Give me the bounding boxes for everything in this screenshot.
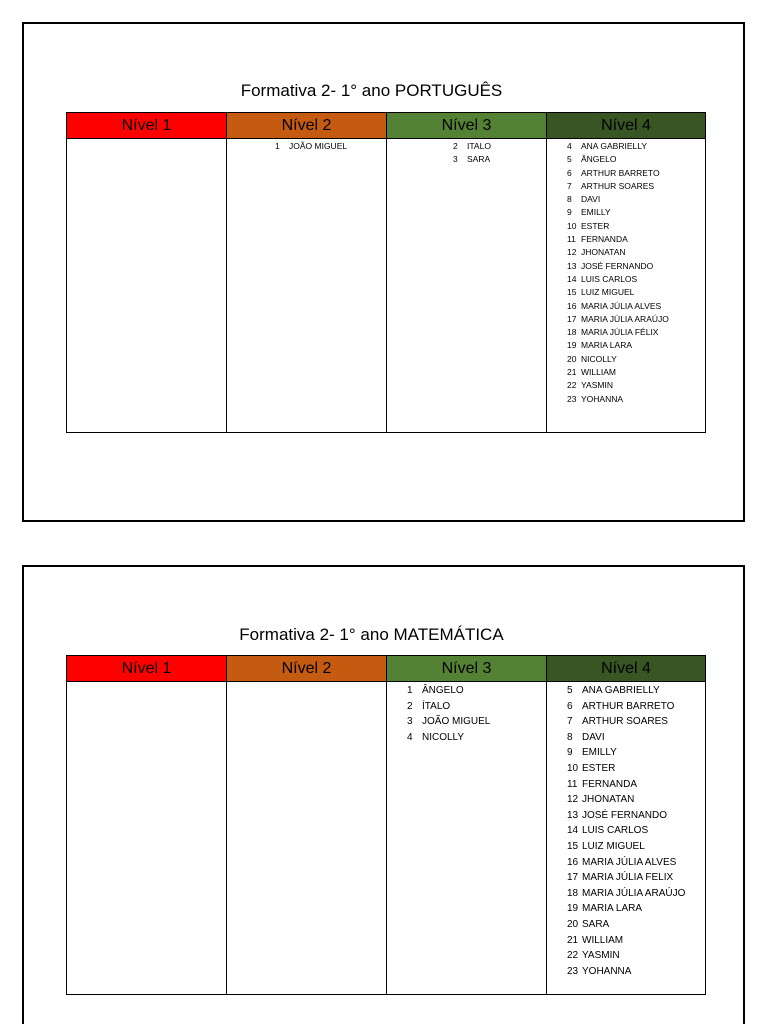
header-nivel-1: Nível 1 bbox=[67, 113, 227, 139]
student-list-item bbox=[567, 870, 685, 886]
student-name: SARA bbox=[582, 918, 610, 930]
student-number: 20 bbox=[567, 353, 577, 364]
student-name: NICOLLY bbox=[581, 353, 617, 364]
header-nivel-4: Nível 4 bbox=[547, 113, 705, 139]
slide-title: Formativa 2- 1° ano MATEMÁTICA bbox=[239, 625, 504, 644]
student-name: LUIZ MIGUEL bbox=[581, 287, 635, 298]
student-number: 17 bbox=[567, 313, 577, 324]
student-number: 12 bbox=[567, 794, 579, 806]
student-number: 15 bbox=[567, 840, 579, 852]
student-name: YASMIN bbox=[582, 950, 620, 962]
levels-table bbox=[66, 112, 706, 433]
student-list-item bbox=[567, 366, 669, 379]
student-number: 3 bbox=[407, 716, 413, 728]
student-name: ÂNGELO bbox=[581, 154, 617, 165]
student-list-item bbox=[567, 246, 669, 259]
student-number: 20 bbox=[567, 918, 579, 930]
student-number: 4 bbox=[567, 141, 572, 151]
student-name: YOHANNA bbox=[582, 965, 632, 977]
student-number: 19 bbox=[567, 340, 577, 351]
student-number: 16 bbox=[567, 300, 577, 311]
student-list-item bbox=[407, 699, 490, 715]
student-number: 9 bbox=[567, 747, 573, 759]
student-number: 9 bbox=[567, 207, 572, 218]
student-name: WILLIAM bbox=[582, 934, 624, 946]
student-list-item bbox=[567, 313, 669, 326]
student-name: MARIA JÚLIA ALVES bbox=[582, 856, 677, 868]
student-list-item bbox=[567, 379, 669, 392]
student-number: 2 bbox=[407, 700, 413, 712]
student-number: 22 bbox=[567, 950, 579, 962]
student-list-item bbox=[567, 761, 685, 777]
student-list-item bbox=[567, 948, 685, 964]
column-nivel-1 bbox=[67, 682, 227, 994]
student-name: WILLIAM bbox=[581, 367, 616, 378]
student-number: 14 bbox=[567, 273, 577, 284]
student-name: SARA bbox=[467, 154, 491, 165]
student-name: ITALO bbox=[467, 141, 491, 151]
student-number: 10 bbox=[567, 762, 579, 774]
student-number: 2 bbox=[453, 141, 458, 151]
student-list-item bbox=[407, 730, 490, 746]
student-list-item bbox=[567, 823, 685, 839]
student-name: ÍTALO bbox=[422, 700, 451, 712]
student-number: 22 bbox=[567, 380, 577, 391]
student-name: JHONATAN bbox=[582, 794, 635, 806]
student-name: DAVI bbox=[581, 194, 601, 205]
column-nivel-2 bbox=[227, 139, 387, 432]
student-number: 7 bbox=[567, 716, 573, 728]
student-number: 23 bbox=[567, 393, 577, 404]
student-list-item bbox=[567, 777, 685, 793]
header-nivel-2: Nível 2 bbox=[227, 656, 387, 682]
student-name: LUIS CARLOS bbox=[582, 825, 649, 837]
header-nivel-3: Nível 3 bbox=[387, 113, 547, 139]
student-number: 23 bbox=[567, 965, 579, 977]
student-number: 18 bbox=[567, 327, 577, 338]
student-list-item bbox=[567, 699, 685, 715]
student-list-item bbox=[275, 140, 347, 153]
student-list-item bbox=[567, 683, 685, 699]
student-name: NICOLLY bbox=[422, 731, 465, 743]
levels-table bbox=[66, 655, 706, 995]
student-name: MARIA JÚLIA ARAÚJO bbox=[582, 887, 686, 899]
student-list-item bbox=[567, 206, 669, 219]
student-name: MARIA JÚLIA FELIX bbox=[582, 872, 674, 884]
student-list-item bbox=[567, 180, 669, 193]
student-name: JOÃO MIGUEL bbox=[422, 716, 491, 728]
slide-matematica bbox=[22, 565, 745, 1024]
slide-title: Formativa 2- 1° ano PORTUGUÊS bbox=[240, 81, 503, 100]
student-list-item bbox=[567, 839, 685, 855]
student-name: EMILLY bbox=[581, 207, 611, 218]
student-number: 13 bbox=[567, 260, 577, 271]
student-list-item bbox=[567, 233, 669, 246]
student-list-item bbox=[567, 260, 669, 273]
student-name: DAVI bbox=[582, 731, 605, 743]
student-number: 12 bbox=[567, 247, 577, 258]
student-list-item bbox=[567, 300, 669, 313]
student-list-item bbox=[567, 745, 685, 761]
student-name: JOSÉ FERNANDO bbox=[581, 260, 654, 271]
student-list-item bbox=[567, 792, 685, 808]
student-number: 6 bbox=[567, 700, 573, 712]
student-number: 13 bbox=[567, 809, 579, 821]
student-list-item bbox=[567, 933, 685, 949]
student-name: MARIA JÚLIA ALVES bbox=[581, 300, 662, 311]
student-list-item bbox=[567, 964, 685, 980]
student-list-item bbox=[567, 220, 669, 233]
student-number: 18 bbox=[567, 887, 579, 899]
student-number: 5 bbox=[567, 154, 572, 165]
student-name: MARIA JÚLIA ARAÚJO bbox=[581, 313, 669, 324]
student-name: ARTHUR BARRETO bbox=[582, 700, 675, 712]
student-list-item bbox=[567, 353, 669, 366]
student-number: 5 bbox=[567, 685, 573, 696]
student-number: 4 bbox=[407, 731, 413, 743]
column-nivel-4 bbox=[547, 139, 705, 432]
student-number: 6 bbox=[567, 167, 572, 178]
student-name: JOÃO MIGUEL bbox=[289, 141, 348, 151]
student-number: 1 bbox=[407, 685, 413, 696]
student-name: ESTER bbox=[581, 220, 610, 231]
student-number: 21 bbox=[567, 367, 577, 378]
header-nivel-2: Nível 2 bbox=[227, 113, 387, 139]
slide-portugues bbox=[22, 22, 745, 522]
student-list-item bbox=[567, 286, 669, 299]
student-number: 19 bbox=[567, 903, 579, 915]
student-list-item bbox=[567, 393, 669, 406]
student-list-item bbox=[567, 273, 669, 286]
student-list-item bbox=[567, 917, 685, 933]
student-name: ESTER bbox=[582, 762, 616, 774]
student-number: 8 bbox=[567, 194, 572, 205]
header-nivel-1: Nível 1 bbox=[67, 656, 227, 682]
student-list-item bbox=[567, 886, 685, 902]
student-name: ARTHUR BARRETO bbox=[581, 167, 660, 178]
student-list-item bbox=[453, 153, 491, 166]
student-list-item bbox=[407, 683, 490, 699]
student-name: MARIA LARA bbox=[581, 340, 633, 351]
column-nivel-3 bbox=[387, 139, 547, 432]
student-list-item bbox=[407, 714, 490, 730]
student-number: 11 bbox=[567, 778, 578, 790]
column-nivel-2 bbox=[227, 682, 387, 994]
student-name: YOHANNA bbox=[581, 393, 624, 404]
student-number: 7 bbox=[567, 180, 572, 191]
student-name: MARIA JÚLIA FÉLIX bbox=[581, 327, 659, 338]
student-name: ARTHUR SOARES bbox=[581, 180, 655, 191]
student-list-item bbox=[567, 153, 669, 166]
student-list-item bbox=[567, 730, 685, 746]
student-list-item bbox=[567, 901, 685, 917]
student-name: MARIA LARA bbox=[582, 903, 643, 915]
student-number: 11 bbox=[567, 234, 576, 245]
student-number: 21 bbox=[567, 934, 579, 946]
student-number: 16 bbox=[567, 856, 579, 868]
student-list-item bbox=[567, 339, 669, 352]
student-name: FERNANDA bbox=[582, 778, 638, 790]
student-name: JOSÉ FERNANDO bbox=[582, 809, 668, 821]
student-number: 3 bbox=[453, 154, 458, 165]
student-name: LUIZ MIGUEL bbox=[582, 840, 645, 852]
student-name: LUIS CARLOS bbox=[581, 273, 638, 284]
student-list-item bbox=[567, 808, 685, 824]
student-name: ARTHUR SOARES bbox=[582, 716, 668, 728]
student-list-item bbox=[567, 140, 669, 153]
student-name: YASMIN bbox=[581, 380, 613, 391]
student-list-item bbox=[453, 140, 491, 153]
student-name: ÂNGELO bbox=[422, 685, 464, 696]
column-nivel-1 bbox=[67, 139, 227, 432]
student-name: ANA GABRIELLY bbox=[582, 685, 660, 696]
student-list-item bbox=[567, 193, 669, 206]
student-name: ANA GABRIELLY bbox=[581, 141, 647, 151]
student-number: 14 bbox=[567, 825, 579, 837]
student-number: 15 bbox=[567, 287, 577, 298]
header-nivel-3: Nível 3 bbox=[387, 656, 547, 682]
column-nivel-4 bbox=[547, 682, 705, 994]
student-name: JHONATAN bbox=[581, 247, 626, 258]
student-number: 8 bbox=[567, 731, 573, 743]
student-number: 10 bbox=[567, 220, 577, 231]
student-list-item bbox=[567, 326, 669, 339]
header-nivel-4: Nível 4 bbox=[547, 656, 705, 682]
student-list-item bbox=[567, 855, 685, 871]
student-name: EMILLY bbox=[582, 747, 617, 759]
student-list-item bbox=[567, 167, 669, 180]
column-nivel-3 bbox=[387, 682, 547, 994]
student-number: 17 bbox=[567, 872, 579, 884]
student-name: FERNANDA bbox=[581, 234, 628, 245]
student-number: 1 bbox=[275, 141, 280, 151]
student-list-item bbox=[567, 714, 685, 730]
